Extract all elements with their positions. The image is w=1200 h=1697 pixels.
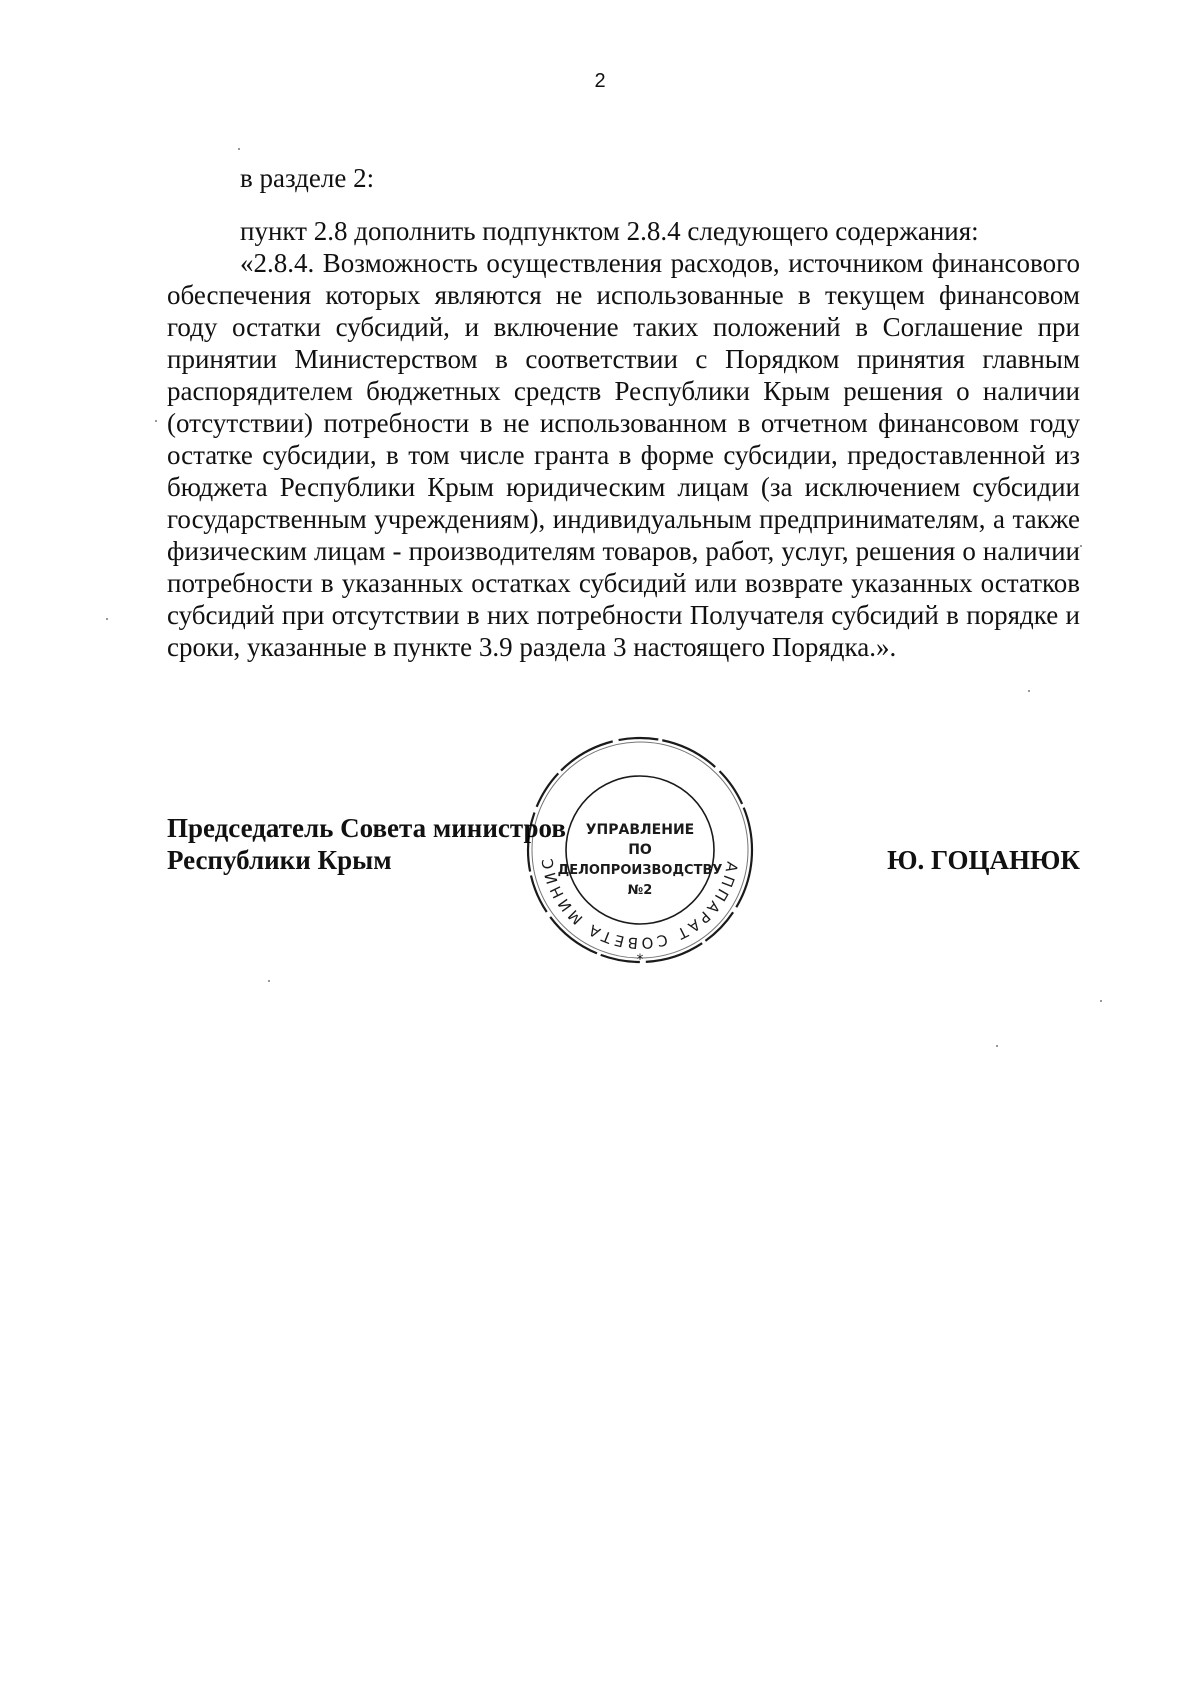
official-stamp [520, 730, 760, 970]
scan-speck [1028, 690, 1030, 692]
page-number: 2 [594, 70, 606, 92]
stamp-line4: №2 [627, 883, 653, 898]
scan-speck [996, 1045, 998, 1047]
scan-speck [106, 618, 108, 620]
section-heading: в разделе 2: [240, 163, 375, 193]
document-body [167, 162, 1080, 663]
scan-speck [1080, 545, 1082, 547]
stamp-line3: ДЕЛОПРОИЗВОДСТВУ [557, 863, 723, 878]
stamp-line1: УПРАВЛЕНИЕ [585, 822, 695, 838]
scan-speck [1100, 1000, 1102, 1002]
signatory-title [167, 812, 566, 876]
amendment-text: «2.8.4. Возможность осуществления расходов, источником финансового обеспечения которых являются не использованные в текущем финансовом году остатки субсидий, и включение таких положений в Соглашение при принятии Министерством в соответствии с Порядком принятия главным распорядителем бюджетных средств Республики Крым решения о наличии (отсутствии) потребности в не использованном в отчетном финансовом году остатке субсидии, в том числе гранта в форме субсидии, предоставленной из бюджета Республики Крым юридическим лицам (за исключением субсидии государственным учреждениям), индивидуальным предпринимателям, а также физическим лицам - производителям товаров, работ, услуг, решения о наличии потребности в указанных остатках субсидий или возврате указанных остатков субсидий при отсутствии в них потребности Получателя субсидий в порядке и сроки, указанные в пункте 3.9 раздела 3 настоящего Порядка.». [167, 248, 1080, 662]
signatory-title-line1: Председатель Совета министров [167, 813, 566, 843]
scan-speck [155, 420, 157, 422]
stamp-ring-text: АППАРАТ СОВЕТА МИНИС [538, 854, 742, 953]
signatory-title-line2: Республики Крым [167, 845, 392, 875]
scan-speck [238, 148, 240, 150]
stamp-star-icon: * [636, 952, 644, 968]
scan-speck [268, 980, 270, 982]
stamp-line2: ПО [628, 842, 652, 858]
amendment-instruction: пункт 2.8 дополнить подпунктом 2.8.4 следующего содержания: [240, 216, 979, 246]
stamp-svg [520, 730, 760, 970]
signatory-name: Ю. ГОЦАНЮК [887, 845, 1080, 875]
